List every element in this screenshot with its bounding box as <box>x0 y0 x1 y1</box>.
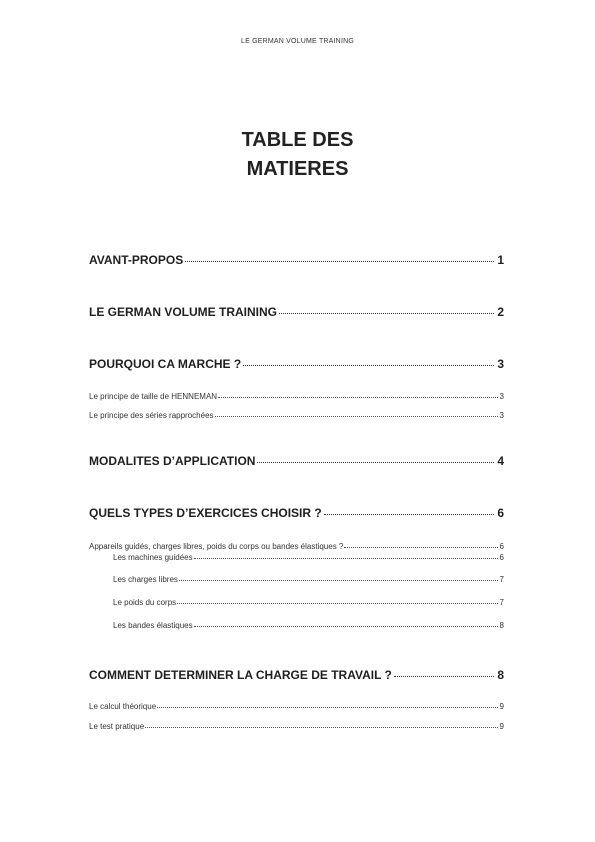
toc-entry[interactable] <box>89 668 504 682</box>
toc-subentry[interactable] <box>89 392 504 401</box>
toc-entry-label: Appareils guidés, charges libres, poids du corps ou bandes élastiques ? <box>89 542 344 551</box>
title-line-1: TABLE DES <box>241 129 354 151</box>
toc-subentry[interactable] <box>89 702 504 711</box>
toc-dot-leader <box>194 558 498 559</box>
toc-dot-leader <box>215 416 498 417</box>
toc-subentry[interactable] <box>89 542 504 551</box>
toc-entry-label: AVANT-PROPOS <box>89 253 184 267</box>
toc-entry[interactable] <box>89 253 504 267</box>
toc-page-number: 9 <box>499 702 504 711</box>
toc-dot-leader <box>194 626 498 627</box>
toc-dot-leader <box>279 313 494 314</box>
toc-entry[interactable] <box>89 454 504 468</box>
toc-entry-label: COMMENT DETERMINER LA CHARGE DE TRAVAIL ? <box>89 668 392 682</box>
toc-dot-leader <box>179 580 498 581</box>
toc-dot-leader <box>185 261 494 262</box>
toc-page-number: 3 <box>497 357 504 371</box>
running-header: LE GERMAN VOLUME TRAINING <box>240 38 354 45</box>
toc-dot-leader <box>145 727 497 728</box>
toc-dot-leader <box>243 365 494 366</box>
toc-dot-leader <box>324 514 495 515</box>
toc-entry-label: Le calcul théorique <box>89 702 157 711</box>
page-title <box>0 126 595 184</box>
toc-subsubentry[interactable] <box>113 598 504 607</box>
toc-page-number: 4 <box>497 454 504 468</box>
toc-entry-label: QUELS TYPES D’EXERCICES CHOISIR ? <box>89 506 322 520</box>
toc-page-number: 6 <box>499 553 504 562</box>
toc-entry-label: Les machines guidées <box>113 553 193 562</box>
toc-page-number: 7 <box>499 575 504 584</box>
toc-entry-label: Le poids du corps <box>113 598 177 607</box>
toc-page-number: 8 <box>499 621 504 630</box>
toc-entry[interactable] <box>89 305 504 319</box>
toc-entry-label: LE GERMAN VOLUME TRAINING <box>89 305 277 319</box>
toc-entry-label: Les bandes élastiques <box>113 621 193 630</box>
toc-subentry[interactable] <box>89 722 504 731</box>
toc-page-number: 6 <box>497 506 504 520</box>
toc-subsubentry[interactable] <box>113 575 504 584</box>
toc-dot-leader <box>157 707 497 708</box>
toc-subsubentry[interactable] <box>113 621 504 630</box>
toc-dot-leader <box>177 603 497 604</box>
toc-page-number: 1 <box>497 253 504 267</box>
toc-entry-label: Le principe de taille de HENNEMAN <box>89 392 218 401</box>
toc-entry-label: POURQUOI CA MARCHE ? <box>89 357 242 371</box>
toc-page-number: 8 <box>497 668 504 682</box>
toc-entry-label: Les charges libres <box>113 575 178 584</box>
toc-subsubentry[interactable] <box>113 553 504 562</box>
toc-entry[interactable] <box>89 357 504 371</box>
toc-page-number: 3 <box>499 392 504 401</box>
toc-dot-leader <box>344 547 497 548</box>
toc-dot-leader <box>218 397 497 398</box>
toc-subentry[interactable] <box>89 411 504 420</box>
toc-entry-label: Le test pratique <box>89 722 145 731</box>
toc-entry-label: Le principe des séries rapprochées <box>89 411 214 420</box>
toc-page-number: 6 <box>499 542 504 551</box>
toc-page-number: 9 <box>499 722 504 731</box>
toc-dot-leader <box>394 676 494 677</box>
toc-entry[interactable] <box>89 506 504 520</box>
toc-dot-leader <box>257 462 494 463</box>
title-line-2: MATIERES <box>246 158 349 180</box>
toc-page-number: 7 <box>499 598 504 607</box>
toc-page-number: 3 <box>499 411 504 420</box>
toc-page-number: 2 <box>497 305 504 319</box>
toc-entry-label: MODALITES D’APPLICATION <box>89 454 256 468</box>
